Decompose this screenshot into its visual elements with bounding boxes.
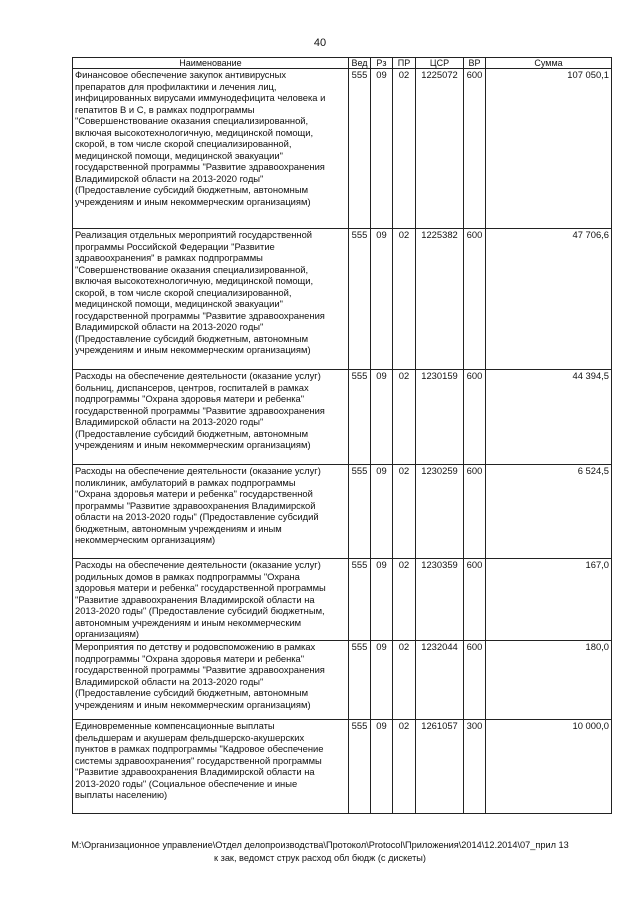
row-name: Мероприятия по детству и родовспоможению в рамках подпрограммы "Охрана здоровья матери и ребенка" государственной программы "Развитие здравоохранения Владимирской области на 2013-2020 годы" (Предоставление субсидий бюджетным, автономным учреждениям и иным некоммерческим организациям): [73, 641, 349, 720]
row-ved: 555: [349, 641, 371, 720]
row-sum: 44 394,5: [486, 370, 612, 465]
row-pr: 02: [393, 229, 416, 370]
row-rz: 09: [371, 559, 393, 641]
row-vr: 300: [464, 720, 486, 814]
file-path-footer: [40, 839, 600, 865]
row-csr: 1230259: [416, 465, 464, 559]
row-name: Финансовое обеспечение закупок антивирусных препаратов для профилактики и лечения лиц, инфицированных вирусами иммунодефицита человека и гепатитов В и С, в рамках подпрограммы "Совершенствование оказания специализированной, включая высокотехнологичную, медицинской помощи, скорой, в том числе скорой специализированной, медицинской помощи, медицинской эвакуации" государственной программы "Развитие здравоохранения Владимирской области на 2013-2020 годы" (Предоставление субсидий бюджетным, автономным учреждениям и иным некоммерческим организациям): [73, 69, 349, 229]
row-rz: 09: [371, 641, 393, 720]
table-row: [73, 465, 612, 559]
row-csr: 1232044: [416, 641, 464, 720]
row-pr: 02: [393, 720, 416, 814]
table-row: [73, 229, 612, 370]
table-row: [73, 641, 612, 720]
row-vr: 600: [464, 641, 486, 720]
footer-path-line: M:\Организационное управление\Отдел делопроизводства\Протокол\Protocol\Приложения\2014\12.2014\07_прил 13: [71, 840, 569, 850]
row-csr: 1225382: [416, 229, 464, 370]
row-ved: 555: [349, 370, 371, 465]
budget-table: [72, 57, 612, 814]
table-row: [73, 69, 612, 229]
header-pr: ПР: [393, 58, 416, 69]
row-rz: 09: [371, 69, 393, 229]
header-name: Наименование: [73, 58, 349, 69]
row-ved: 555: [349, 559, 371, 641]
row-name: Единовременные компенсационные выплаты фельдшерам и акушерам фельдшерско-акушерских пунктов в рамках подпрограммы "Кадровое обеспечение системы здравоохранения" государственной программы "Развитие здравоохранения Владимирской области на 2013-2020 годы" (Социальное обеспечение и иные выплаты населению): [73, 720, 349, 814]
row-sum: 180,0: [486, 641, 612, 720]
row-name: Расходы на обеспечение деятельности (оказание услуг) родильных домов в рамках подпрограммы "Охрана здоровья матери и ребенка" государственной программы "Развитие здравоохранения Владимирской области на 2013-2020 годы" (Предоставление субсидий бюджетным, автономным учреждениям и иным некоммерческим организациям): [73, 559, 349, 641]
row-rz: 09: [371, 370, 393, 465]
row-sum: 167,0: [486, 559, 612, 641]
row-pr: 02: [393, 370, 416, 465]
row-vr: 600: [464, 465, 486, 559]
row-vr: 600: [464, 370, 486, 465]
row-pr: 02: [393, 559, 416, 641]
header-rz: Рз: [371, 58, 393, 69]
table-header-row: [73, 58, 612, 69]
table-row: [73, 559, 612, 641]
table-row: [73, 370, 612, 465]
header-ved: Вед: [349, 58, 371, 69]
row-rz: 09: [371, 229, 393, 370]
row-sum: 47 706,6: [486, 229, 612, 370]
row-pr: 02: [393, 641, 416, 720]
row-sum: 107 050,1: [486, 69, 612, 229]
header-vr: ВР: [464, 58, 486, 69]
table-row: [73, 720, 612, 814]
row-csr: 1230359: [416, 559, 464, 641]
row-sum: 10 000,0: [486, 720, 612, 814]
row-ved: 555: [349, 720, 371, 814]
row-ved: 555: [349, 229, 371, 370]
footer-caption-line: к зак, ведомст струк расход обл бюдж (с дискеты): [214, 853, 426, 863]
row-name: Реализация отдельных мероприятий государственной программы Российской Федерации "Развитие здравоохранения" в рамках подпрограммы "Совершенствование оказания специализированной, включая высокотехнологичную, медицинской помощи, скорой, в том числе скорой специализированной, медицинской помощи, медицинской эвакуации" государственной программы "Развитие здравоохранения Владимирской области на 2013-2020 годы" (Предоставление субсидий бюджетным, автономным учреждениям и иным некоммерческим организациям): [73, 229, 349, 370]
row-csr: 1261057: [416, 720, 464, 814]
row-rz: 09: [371, 465, 393, 559]
row-csr: 1225072: [416, 69, 464, 229]
header-sum: Сумма: [486, 58, 612, 69]
header-csr: ЦСР: [416, 58, 464, 69]
row-pr: 02: [393, 465, 416, 559]
row-rz: 09: [371, 720, 393, 814]
row-vr: 600: [464, 229, 486, 370]
row-ved: 555: [349, 465, 371, 559]
row-ved: 555: [349, 69, 371, 229]
row-csr: 1230159: [416, 370, 464, 465]
row-name: Расходы на обеспечение деятельности (оказание услуг) больниц, диспансеров, центров, госпиталей в рамках подпрограммы "Охрана здоровья матери и ребенка" государственной программы "Развитие здравоохранения Владимирской области на 2013-2020 годы" (Предоставление субсидий бюджетным, автономным учреждениям и иным некоммерческим организациям): [73, 370, 349, 465]
row-name: Расходы на обеспечение деятельности (оказание услуг) поликлиник, амбулаторий в рамках подпрограммы "Охрана здоровья матери и ребенка" государственной программы "Развитие здравоохранения Владимирской области на 2013-2020 годы" (Предоставление субсидий бюджетным, автономным учреждениям и иным некоммерческим организациям): [73, 465, 349, 559]
page-number: 40: [313, 37, 327, 49]
row-pr: 02: [393, 69, 416, 229]
row-vr: 600: [464, 559, 486, 641]
row-sum: 6 524,5: [486, 465, 612, 559]
row-vr: 600: [464, 69, 486, 229]
